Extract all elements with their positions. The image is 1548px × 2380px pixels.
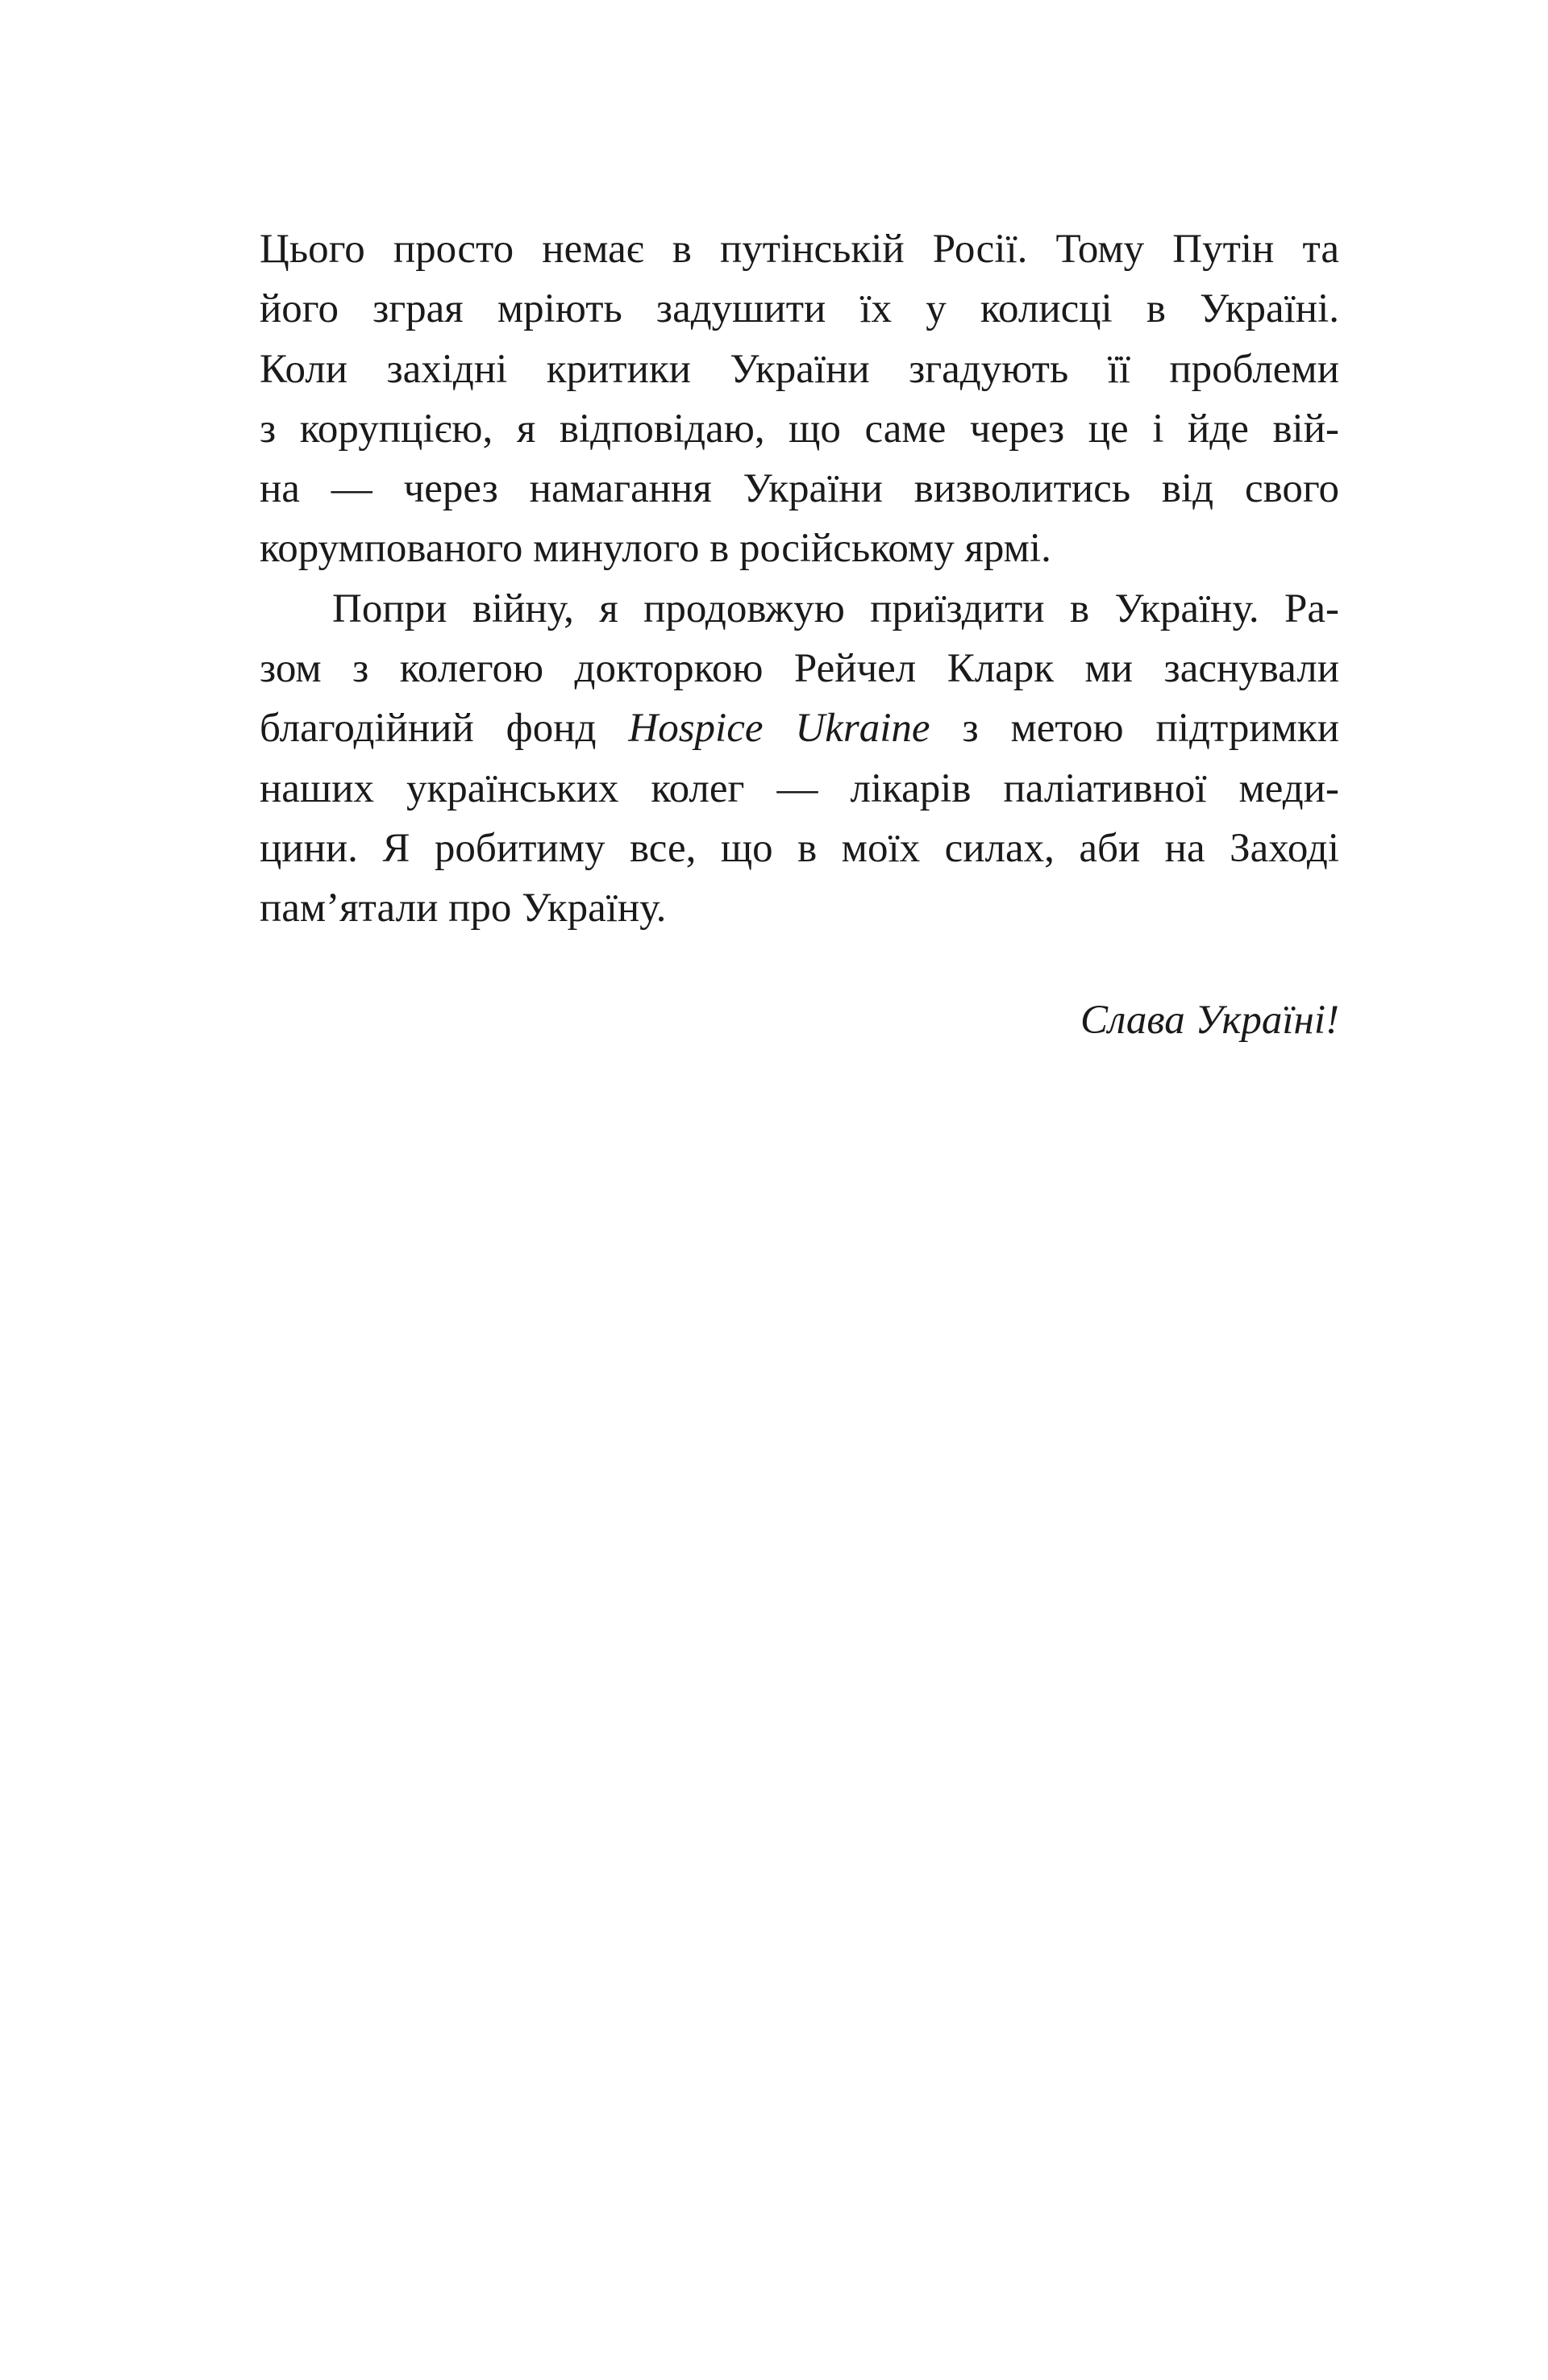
text-fragment: благодійний фонд xyxy=(260,706,597,752)
text-line: цини. Я робитиму все, що в моїх силах, аби на Заході xyxy=(260,825,1339,871)
text-line: зом з колегою докторкою Рейчел Кларк ми заснували xyxy=(260,646,1339,692)
text-line: Цього просто немає в путінській Росії. Тому Путін та xyxy=(260,227,1339,272)
text-line: на — через намагання України визволитись від свого xyxy=(260,466,1339,512)
text-line: Попри війну, я продовжую приїздити в Україну. Ра- xyxy=(332,586,1339,631)
book-page-text xyxy=(260,219,1339,1050)
paragraph-1 xyxy=(260,219,1339,579)
paragraph-2 xyxy=(260,579,1339,939)
text-line xyxy=(260,698,1339,758)
text-line: Коли західні критики України згадують її проблеми xyxy=(260,346,1339,392)
text-line: його зграя мріють задушити їх у колисці в Україні. xyxy=(260,286,1339,332)
text-line: корумпованого минулого в російському ярмі. xyxy=(260,526,1051,572)
text-line: пам’ятали про Україну. xyxy=(260,886,667,932)
signoff: Слава Україні! xyxy=(1080,997,1339,1043)
foundation-name: Hospice Ukraine xyxy=(628,706,930,752)
text-line: з корупцією, я відповідаю, що саме через це і йде вій- xyxy=(260,406,1339,452)
text-line: наших українських колег — лікарів паліативної меди- xyxy=(260,765,1339,811)
text-fragment: з метою підтримки xyxy=(962,706,1339,752)
